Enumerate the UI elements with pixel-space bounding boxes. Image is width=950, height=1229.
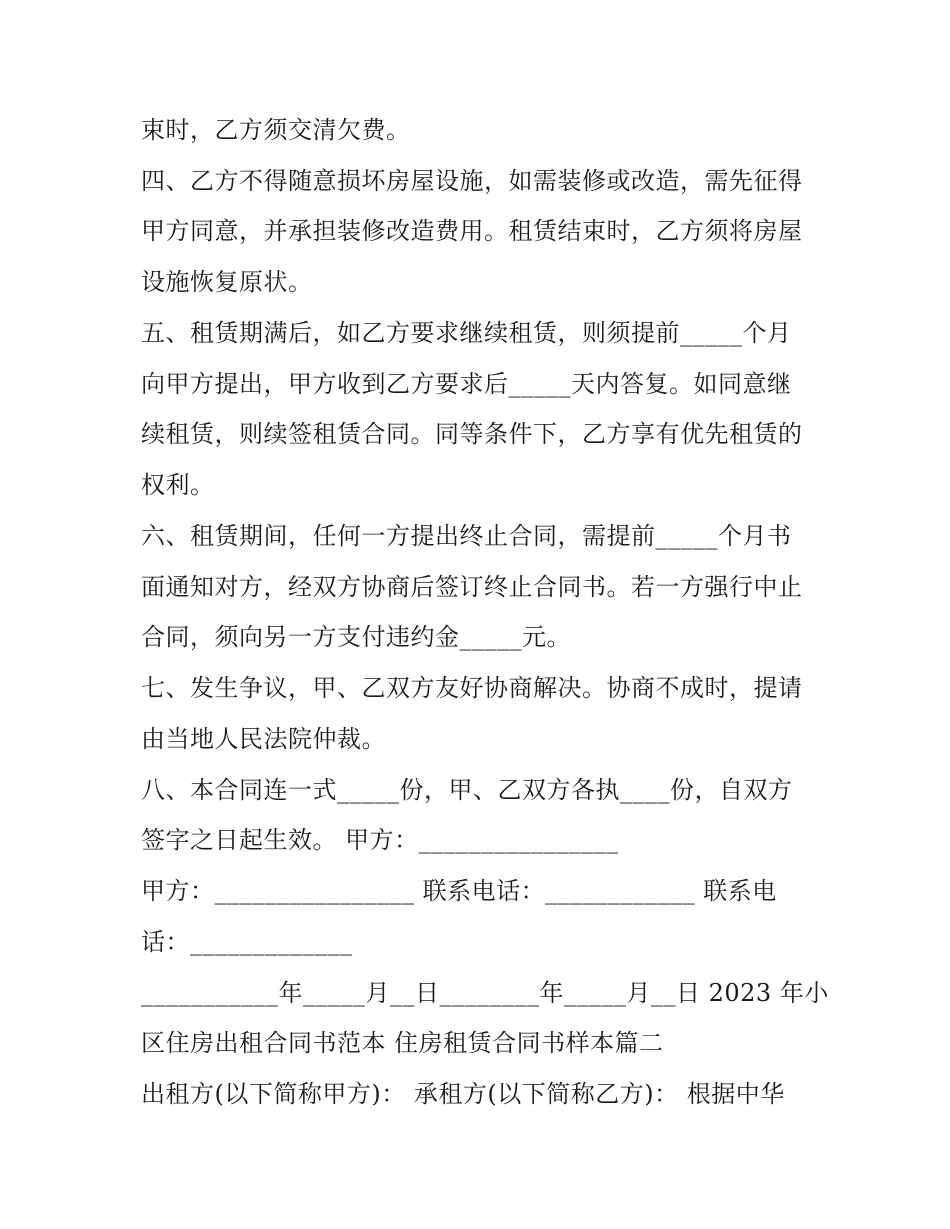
- text-line: 向甲方提出，甲方收到乙方要求后_____天内答复。如同意继: [141, 370, 792, 398]
- text-line: 合同，须向另一方支付违约金_____元。: [141, 623, 571, 651]
- text-line: 八、本合同连一式_____份，甲、乙双方各执____份，自双方: [141, 776, 793, 804]
- text-line: 六、租赁期间，任何一方提出终止合同，需提前_____个月书: [141, 522, 792, 550]
- text-line: 话：_____________: [141, 928, 353, 956]
- text-line: 面通知对方，经双方协商后签订终止合同书。若一方强行中止: [141, 573, 803, 601]
- text-line: 权利。: [141, 471, 215, 499]
- text-line: 签字之日起生效。 甲方：________________: [141, 826, 619, 854]
- text-line: 设施恢复原状。: [141, 268, 313, 296]
- text-line: 束时，乙方须交清欠费。: [141, 116, 411, 144]
- text-line: 出租方(以下简称甲方)： 承租方(以下简称乙方)： 根据中华: [141, 1080, 785, 1108]
- text-line: 七、发生争议，甲、乙双方友好协商解决。协商不成时，提请: [141, 674, 803, 702]
- text-line: ___________年_____月__日________年_____月__日 2023 年小: [141, 979, 829, 1007]
- text-line: 四、乙方不得随意损坏房屋设施，如需装修或改造，需先征得: [141, 167, 803, 195]
- text-line: 甲方：________________ 联系电话：____________ 联系电: [141, 877, 777, 905]
- text-line: 续租赁，则续签租赁合同。同等条件下，乙方享有优先租赁的: [141, 420, 803, 448]
- text-line: 区住房出租合同书范本 住房租赁合同书样本篇二: [141, 1029, 664, 1057]
- text-line: 由当地人民法院仲裁。: [141, 725, 386, 753]
- text-line: 甲方同意，并承担装修改造费用。租赁结束时，乙方须将房屋: [141, 217, 803, 245]
- text-line: 五、租赁期满后，如乙方要求继续租赁，则须提前_____个月: [141, 319, 792, 347]
